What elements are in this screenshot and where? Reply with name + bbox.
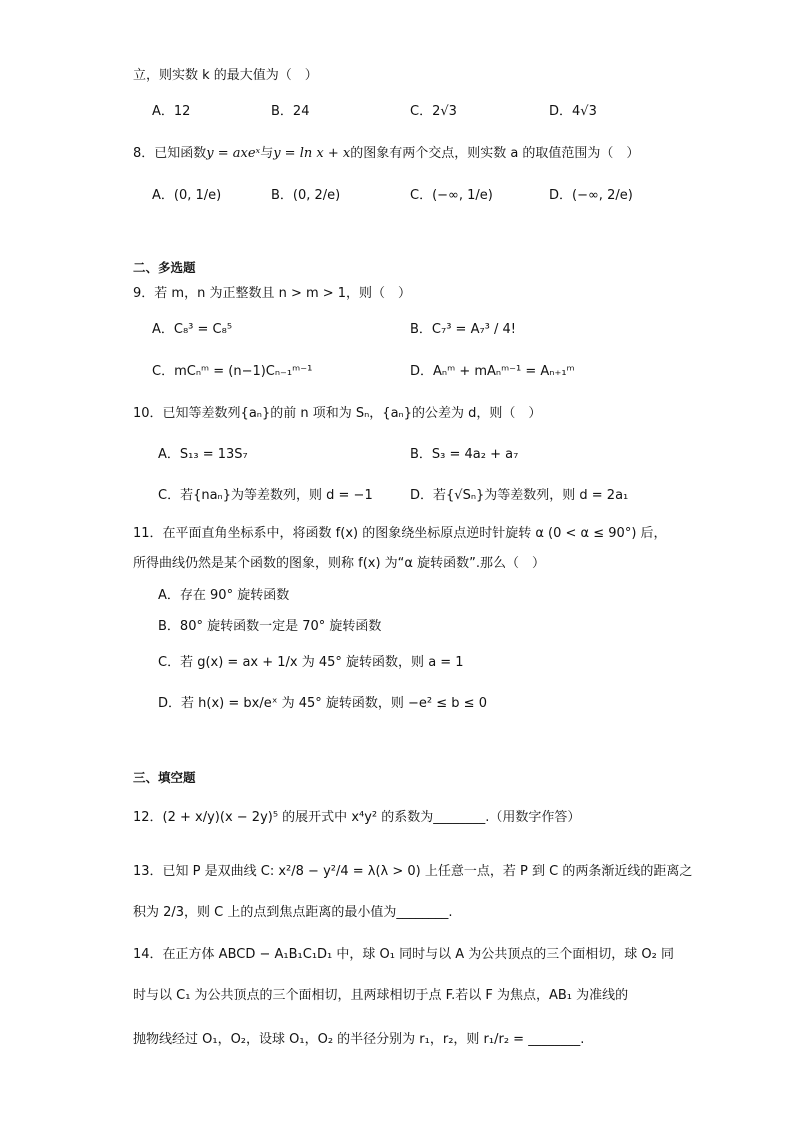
q7-option-a: A．12 <box>152 104 191 119</box>
q8-option-b: B．(0, 2/e) <box>271 188 341 203</box>
q7-option-c: C．2√3 <box>410 104 457 119</box>
q11-stem-line1: 11．在平面直角坐标系中，将函数 f(x) 的图象绕坐标原点逆时针旋转 α (0 < α ≤ 90°) 后， <box>133 526 667 541</box>
q12-stem: 12．(2 + x/y)(x − 2y)⁵ 的展开式中 x⁴y² 的系数为________.（用数字作答） <box>133 810 581 825</box>
q11-stem-line2: 所得曲线仍然是某个函数的图象，则称 f(x) 为“α 旋转函数”.那么（ ） <box>133 556 545 571</box>
q9-stem: 9．若 m，n 为正整数且 n > m > 1，则（ ） <box>133 286 412 301</box>
q14-line3: 抛物线经过 O₁，O₂，设球 O₁，O₂ 的半径分别为 r₁，r₂，则 r₁/r₂ = ________. <box>133 1032 585 1047</box>
q7-option-d: D．4√3 <box>549 104 597 119</box>
q11-option-c: C．若 g(x) = ax + 1/x 为 45° 旋转函数，则 a = 1 <box>158 655 464 670</box>
q11-option-a: A．存在 90° 旋转函数 <box>158 588 290 603</box>
q9-option-b: B．C₇³ = A₇³ / 4! <box>410 322 517 337</box>
q8-stem: 8．已知函数y = axeˣ与y = ln x + x的图象有两个交点，则实数 a 的取值范围为（ ） <box>133 146 640 161</box>
q7-option-b: B．24 <box>271 104 310 119</box>
q8-option-d: D．(−∞, 2/e) <box>549 188 633 203</box>
q11-option-d: D．若 h(x) = bx/eˣ 为 45° 旋转函数，则 −e² ≤ b ≤ 0 <box>158 696 487 711</box>
q13-line1: 13．已知 P 是双曲线 C: x²/8 − y²/4 = λ(λ > 0) 上任意一点，若 P 到 C 的两条渐近线的距离之 <box>133 864 693 879</box>
q10-option-c: C．若{naₙ}为等差数列，则 d = −1 <box>158 488 373 503</box>
q7-stem-tail: 立，则实数 k 的最大值为（ ） <box>133 68 318 83</box>
section-title-multiple-choice: 二、多选题 <box>133 260 196 275</box>
q14-line1: 14．在正方体 ABCD − A₁B₁C₁D₁ 中，球 O₁ 同时与以 A 为公共顶点的三个面相切，球 O₂ 同 <box>133 947 674 962</box>
q10-option-a: A．S₁₃ = 13S₇ <box>158 447 248 462</box>
q9-option-a: A．C₈³ = C₈⁵ <box>152 322 233 337</box>
q10-option-b: B．S₃ = 4a₂ + a₇ <box>410 447 519 462</box>
q10-stem: 10．已知等差数列{aₙ}的前 n 项和为 Sₙ，{aₙ}的公差为 d，则（ ） <box>133 406 542 421</box>
q8-option-a: A．(0, 1/e) <box>152 188 222 203</box>
q14-line2: 时与以 C₁ 为公共顶点的三个面相切，且两球相切于点 F.若以 F 为焦点，AB₁ 为准线的 <box>133 988 629 1003</box>
section-title-fill-in: 三、填空题 <box>133 770 196 785</box>
q9-option-d: D．Aₙᵐ + mAₙᵐ⁻¹ = Aₙ₊₁ᵐ <box>410 364 575 379</box>
q13-line2: 积为 2/3，则 C 上的点到焦点距离的最小值为________. <box>133 905 453 920</box>
q9-option-c: C．mCₙᵐ = (n−1)Cₙ₋₁ᵐ⁻¹ <box>152 364 313 379</box>
q8-option-c: C．(−∞, 1/e) <box>410 188 493 203</box>
q11-option-b: B．80° 旋转函数一定是 70° 旋转函数 <box>158 619 382 634</box>
q10-option-d: D．若{√Sₙ}为等差数列，则 d = 2a₁ <box>410 488 629 503</box>
